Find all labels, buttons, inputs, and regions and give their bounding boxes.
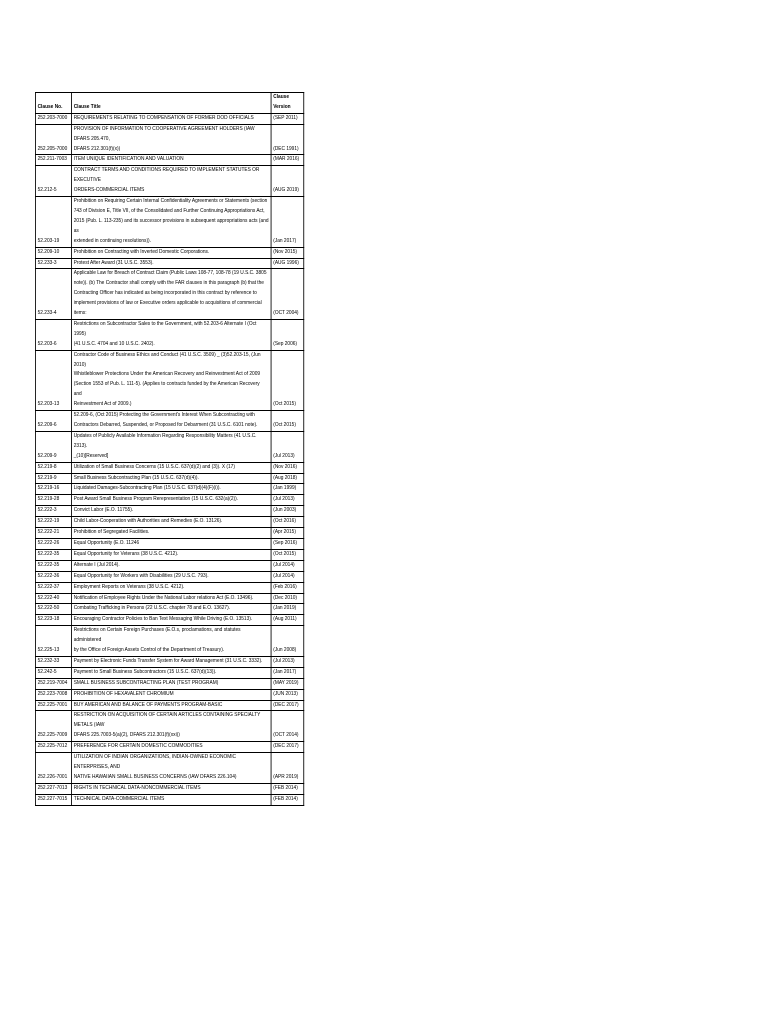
clause-table: [35, 92, 304, 806]
clause-title-line: Whistleblower Protections Under the American Recovery and Reinvestment Act of 2009: [73, 371, 261, 378]
clause-version: (Jul 2014): [271, 571, 304, 582]
clause-title: [72, 742, 272, 753]
clause-title-line: Encouraging Contractor Policies to Ban Text Messaging While Driving (E.O. 13513).: [73, 616, 253, 623]
clause-version: (FEB 2014): [271, 794, 304, 805]
table-row: [35, 113, 303, 124]
clause-number: 52.219-9: [35, 473, 71, 484]
clause-version: (Oct 2015): [271, 411, 304, 432]
clause-title: [72, 113, 272, 124]
table-row: [35, 462, 303, 473]
clause-version: (Jun 2003): [271, 506, 304, 517]
clause-title-line: Post Award Small Business Program Rerepresentation (15 U.S.C. 632(a)(2)).: [73, 496, 239, 503]
clause-title-line: 52.209-6, (Oct 2015) Protecting the Government's Interest When Subcontracting with: [73, 412, 255, 419]
clause-title-line: PROVISION OF INFORMATION TO COOPERATIVE AGREEMENT HOLDERS (IAW DFARS 205.470,: [73, 125, 255, 142]
clause-title-line: REQUIREMENTS RELATING TO COMPENSATION OF FORMER DOD OFFICIALS: [73, 114, 254, 121]
clause-title: [72, 626, 272, 657]
clause-title-line: Employment Reports on Veterans (38 U.S.C. 4212).: [73, 583, 185, 590]
clause-title-line: Restrictions on Certain Foreign Purchases (E.O.s, proclamations, and statutes administered: [73, 627, 241, 644]
clause-title-line: Restrictions on Subcontractor Sales to the Government, with 52.203-6 Alternate I (Oct 1995): [73, 320, 257, 337]
clause-title-line: CONTRACT TERMS AND CONDITIONS REQUIRED TO IMPLEMENT STATUTES OR EXECUTIVE: [73, 167, 260, 184]
clause-title-line: _(10)[Reserved]: [73, 452, 109, 459]
clause-title-line: Equal Opportunity for Veterans (38 U.S.C. 4212).: [73, 550, 179, 557]
table-row: [35, 582, 303, 593]
table-row: [35, 319, 303, 350]
clause-title: [72, 549, 272, 560]
clause-title: [72, 700, 272, 711]
table-row: [35, 549, 303, 560]
table-row: [35, 166, 303, 197]
clause-number: 52.233-4: [35, 269, 71, 320]
table-row: [35, 794, 303, 805]
table-row: [35, 667, 303, 678]
clause-title-line: BUY AMERICAN AND BALANCE OF PAYMENTS PROGRAM-BASIC: [73, 701, 223, 708]
clause-version: (Apr 2015): [271, 528, 304, 539]
clause-version: (JUN 2013): [271, 689, 304, 700]
clause-version: (Jul 2013): [271, 495, 304, 506]
clause-number: 52.219-16: [35, 484, 71, 495]
clause-title: [72, 656, 272, 667]
clause-title-line: Equal Opportunity (E.O. 11246: [73, 539, 140, 546]
table-row: [35, 411, 303, 432]
clause-title-line: Contractors Debarred, Suspended, or Proposed for Debarment (31 U.S.C. 6101 note).: [73, 422, 258, 428]
table-row: [35, 700, 303, 711]
clause-title-line: Combating Trafficking in Persons (22 U.S.C. chapter 78 and E.O. 13627).: [73, 605, 231, 612]
clause-number: 52.222-50: [35, 604, 71, 615]
clause-title: [72, 538, 272, 549]
clause-rows: [35, 113, 303, 805]
clause-version: (AUG 1996): [271, 258, 304, 269]
clause-number: 252.205-7000: [35, 124, 71, 155]
table-row: [35, 615, 303, 626]
clause-number: 252.219-7004: [35, 678, 71, 689]
clause-title: [72, 517, 272, 528]
clause-title: [72, 582, 272, 593]
clause-title: [72, 615, 272, 626]
clause-title: [72, 350, 272, 410]
clause-version: (Jan 2017): [271, 197, 304, 248]
table-row: [35, 269, 303, 320]
clause-title: [72, 155, 272, 166]
clause-title-line: Payment by Electronic Funds Transfer System for Award Management (31 U.S.C. 3332).: [73, 657, 263, 664]
table-row: [35, 350, 303, 410]
clause-title-line: NATIVE HAWAIIAN SMALL BUSINESS CONCERNS (IAW DFARS 226.104): [73, 773, 237, 780]
table-row: [35, 593, 303, 604]
clause-title-line: Prohibition on Contracting with Inverted Domestic Corporations.: [73, 248, 210, 255]
clause-number: 252.227-7013: [35, 783, 71, 794]
clause-title-line: 743 of Division E, Title VII, of the Consolidated and Further Continuing Appropriations Act,: [73, 207, 265, 214]
clause-title-line: Liquidated Damages-Subcontracting Plan (15 U.S.C. 637(d)(4)(F)(i)).: [73, 485, 221, 492]
table-row: [35, 753, 303, 784]
clause-number: 52.209-6: [35, 411, 71, 432]
table-row: [35, 431, 303, 462]
clause-version: (AUG 2019): [271, 166, 304, 197]
clause-title: [72, 319, 272, 350]
clause-title-line: Contractor Code of Business Ethics and Conduct (41 U.S.C. 3509) _ (3)52.203-15, (Jun 2010): [73, 351, 261, 368]
clause-version: (MAR 2016): [271, 155, 304, 166]
clause-title-line: RIGHTS IN TECHNICAL DATA-NONCOMMERCIAL ITEMS: [73, 784, 201, 791]
clause-title: [72, 484, 272, 495]
clause-number: 52.222-3: [35, 506, 71, 517]
clause-title: [72, 124, 272, 155]
clause-title-line: items:: [73, 310, 87, 317]
clause-number: 52.212-5: [35, 166, 71, 197]
clause-title-line: Payment to Small Business Subcontractors (15 U.S.C. 637(d)(13)).: [73, 668, 217, 675]
clause-title-line: Equal Opportunity for Workers with Disabilities (29 U.S.C. 793).: [73, 572, 209, 579]
clause-version: (Feb 2016): [271, 582, 304, 593]
table-row: [35, 124, 303, 155]
clause-title-line: note)). (b) The Contractor shall comply with the FAR clauses in this paragraph (b) that the: [73, 280, 264, 287]
clause-number: 52.222-19: [35, 517, 71, 528]
clause-number: 52.222-37: [35, 582, 71, 593]
clause-title-line: Notification of Employee Rights Under the National Labor relations Act (E.O. 13496).: [73, 594, 254, 601]
clause-title-line: Child Labor-Cooperation with Authorities and Remedies (E.O. 13126).: [73, 518, 223, 525]
clause-version: (OCT 2014): [271, 711, 304, 742]
clause-number: 252.211-7003: [35, 155, 71, 166]
clause-version: (DEC 2017): [271, 700, 304, 711]
table-row: [35, 560, 303, 571]
table-row: [35, 604, 303, 615]
clause-version: (Aug 2011): [271, 615, 304, 626]
clause-number: 252.226-7001: [35, 753, 71, 784]
clause-number: 52.209-10: [35, 247, 71, 258]
clause-version: (Oct 2015): [271, 549, 304, 560]
header-clause-title: Clause Title: [72, 93, 272, 114]
clause-number: 252.225-7012: [35, 742, 71, 753]
clause-title: [72, 197, 272, 248]
clause-title: [72, 166, 272, 197]
clause-title-line: Alternate I (Jul 2014).: [73, 561, 120, 568]
clause-title: [72, 689, 272, 700]
clause-number: 252.203-7000: [35, 113, 71, 124]
clause-title: [72, 247, 272, 258]
clause-number: 52.242-5: [35, 667, 71, 678]
clause-number: 52.203-19: [35, 197, 71, 248]
clause-version: (Oct 2016): [271, 517, 304, 528]
clause-title-line: by the Office of Foreign Assets Control of the Department of Treasury).: [73, 647, 225, 654]
clause-title: [72, 462, 272, 473]
clause-title-line: Prohibition on Requiring Certain Internal Confidentiality Agreements or Statements (section: [73, 198, 268, 205]
clause-version: (Nov 2016): [271, 462, 304, 473]
clause-version: (MAY 2019): [271, 678, 304, 689]
clause-title-line: implement provisions of law or Executive orders applicable to acquisitions of commercial: [73, 300, 262, 307]
clause-version: (DEC 1991): [271, 124, 304, 155]
table-row: [35, 783, 303, 794]
table-row: [35, 626, 303, 657]
clause-title: [72, 667, 272, 678]
table-row: [35, 571, 303, 582]
clause-title-line: Small Business Subcontracting Plan (15 U.S.C. 637(d)(4)).: [73, 474, 199, 481]
clause-number: 252.223-7008: [35, 689, 71, 700]
clause-title: [72, 473, 272, 484]
table-row: [35, 689, 303, 700]
clause-title: [72, 495, 272, 506]
table-row: [35, 484, 303, 495]
header-row: [35, 93, 303, 114]
clause-title-line: Protest After Award (31 U.S.C. 3553).: [73, 259, 154, 266]
clause-title-line: ITEM UNIQUE IDENTIFICATION AND VALUATION: [73, 156, 184, 163]
clause-number: 52.209-9: [35, 431, 71, 462]
clause-number: 52.222-40: [35, 593, 71, 604]
clause-number: 52.219-28: [35, 495, 71, 506]
header-clause-no: Clause No.: [35, 93, 71, 114]
clause-title-line: Utilization of Small Business Concerns (15 U.S.C. 637(d)(2) and (3)). X (17): [73, 463, 235, 470]
clause-number: 52.222-35: [35, 549, 71, 560]
table-row: [35, 711, 303, 742]
clause-title-line: Prohibition of Segregated Facilities.: [73, 529, 150, 536]
clause-title-line: PROHIBITION OF HEXAVALENT CHROMIUM: [73, 690, 174, 697]
clause-version: (Sep 2006): [271, 319, 304, 350]
clause-title: [72, 411, 272, 432]
table-row: [35, 678, 303, 689]
clause-title-line: PREFERENCE FOR CERTAIN DOMESTIC COMMODITIES: [73, 743, 203, 750]
clause-number: 52.222-21: [35, 528, 71, 539]
clause-version: (Jun 2008): [271, 626, 304, 657]
clause-number: 252.225-7001: [35, 700, 71, 711]
table-row: [35, 247, 303, 258]
clause-version: (Jan 2017): [271, 667, 304, 678]
clause-version: (Aug 2018): [271, 473, 304, 484]
table-row: [35, 656, 303, 667]
table-row: [35, 517, 303, 528]
clause-title: [72, 678, 272, 689]
clause-number: 52.219-8: [35, 462, 71, 473]
clause-number: 52.232-33: [35, 656, 71, 667]
table-row: [35, 495, 303, 506]
clause-title: [72, 753, 272, 784]
table-row: [35, 538, 303, 549]
clause-title: [72, 506, 272, 517]
clause-title-line: 2015 (Pub. L. 113-235) and its successor provisions in subsequent appropriations acts (and as: [73, 217, 269, 234]
clause-title-line: (41 U.S.C. 4704 and 10 U.S.C. 2402).: [73, 340, 155, 347]
clause-title-line: Reinvestment Act of 2009.): [73, 401, 132, 408]
clause-title: [72, 711, 272, 742]
clause-title: [72, 258, 272, 269]
clause-number: 252.227-7015: [35, 794, 71, 805]
clause-version: (Sep 2016): [271, 538, 304, 549]
clause-title-line: Updates of Publicly Available Information Regarding Responsibility Matters (41 U.S.C. 2313).: [73, 432, 257, 449]
clause-title-line: (Section 1553 of Pub. L. 111-5). (Applies to contracts funded by the American Recovery and: [73, 381, 260, 398]
table-row: [35, 197, 303, 248]
table-row: [35, 473, 303, 484]
clause-number: 52.203-6: [35, 319, 71, 350]
clause-title: [72, 269, 272, 320]
clause-number: 52.222-36: [35, 571, 71, 582]
clause-title-line: TECHNICAL DATA-COMMERCIAL ITEMS: [73, 795, 165, 802]
table-row: [35, 506, 303, 517]
clause-version: (SEP 2011): [271, 113, 304, 124]
clause-number: 52.225-13: [35, 626, 71, 657]
clause-version: (Oct 2015): [271, 350, 304, 410]
clause-version: (Dec 2010): [271, 593, 304, 604]
clause-title: [72, 431, 272, 462]
clause-version: (FEB 2014): [271, 783, 304, 794]
clause-title-line: extended in continuing resolutions)).: [73, 237, 151, 244]
clause-number: 252.225-7009: [35, 711, 71, 742]
table-row: [35, 742, 303, 753]
clause-title-line: Convict Labor (E.O. 11755).: [73, 507, 134, 514]
table-row: [35, 528, 303, 539]
clause-version: (OCT 2004): [271, 269, 304, 320]
clause-number: 52.203-13: [35, 350, 71, 410]
clause-title-line: Applicable Law for Breach of Contract Claim (Public Laws 108-77, 108-78 (19 U.S.C. 3805: [73, 270, 267, 277]
clause-title: [72, 571, 272, 582]
header-clause-version: Clause Version: [271, 93, 304, 114]
clause-version: (Jan 1999): [271, 484, 304, 495]
clause-title-line: ORDERS-COMMERCIAL ITEMS: [73, 187, 145, 194]
clause-title: [72, 560, 272, 571]
clause-title-line: SMALL BUSINESS SUBCONTRACTING PLAN (TEST PROGRAM): [73, 679, 219, 686]
clause-number: 52.222-26: [35, 538, 71, 549]
clause-version: (Jan 2019): [271, 604, 304, 615]
clause-number: 52.233-3: [35, 258, 71, 269]
clause-title: [72, 783, 272, 794]
clause-title-line: RESTRICTION ON ACQUISITION OF CERTAIN ARTICLES CONTAINING SPECIALTY METALS (IAW: [73, 712, 261, 729]
clause-title: [72, 794, 272, 805]
clause-version: (DEC 2017): [271, 742, 304, 753]
clause-version: (Jul 2013): [271, 656, 304, 667]
clause-title-line: DFARS 212.301(f)(x)): [73, 145, 121, 152]
clause-number: 52.223-18: [35, 615, 71, 626]
clause-number: 52.222-35: [35, 560, 71, 571]
clause-title: [72, 528, 272, 539]
clause-version: (Jul 2014): [271, 560, 304, 571]
clause-version: (Jul 2013): [271, 431, 304, 462]
clause-title: [72, 593, 272, 604]
clause-version: (APR 2019): [271, 753, 304, 784]
clause-title-line: Contracting Officer has indicated as being incorporated in this contract by reference to: [73, 290, 257, 297]
clause-title-line: UTILIZATION OF INDIAN ORGANIZATIONS, INDIAN-OWNED ECONOMIC ENTERPRISES, AND: [73, 754, 237, 770]
clause-title-line: DFARS 225.7003-5(a)(2), DFARS 212.301(f)(xxi)): [73, 732, 180, 739]
clause-version: (Nov 2015): [271, 247, 304, 258]
table-row: [35, 258, 303, 269]
table-row: [35, 155, 303, 166]
clause-title: [72, 604, 272, 615]
